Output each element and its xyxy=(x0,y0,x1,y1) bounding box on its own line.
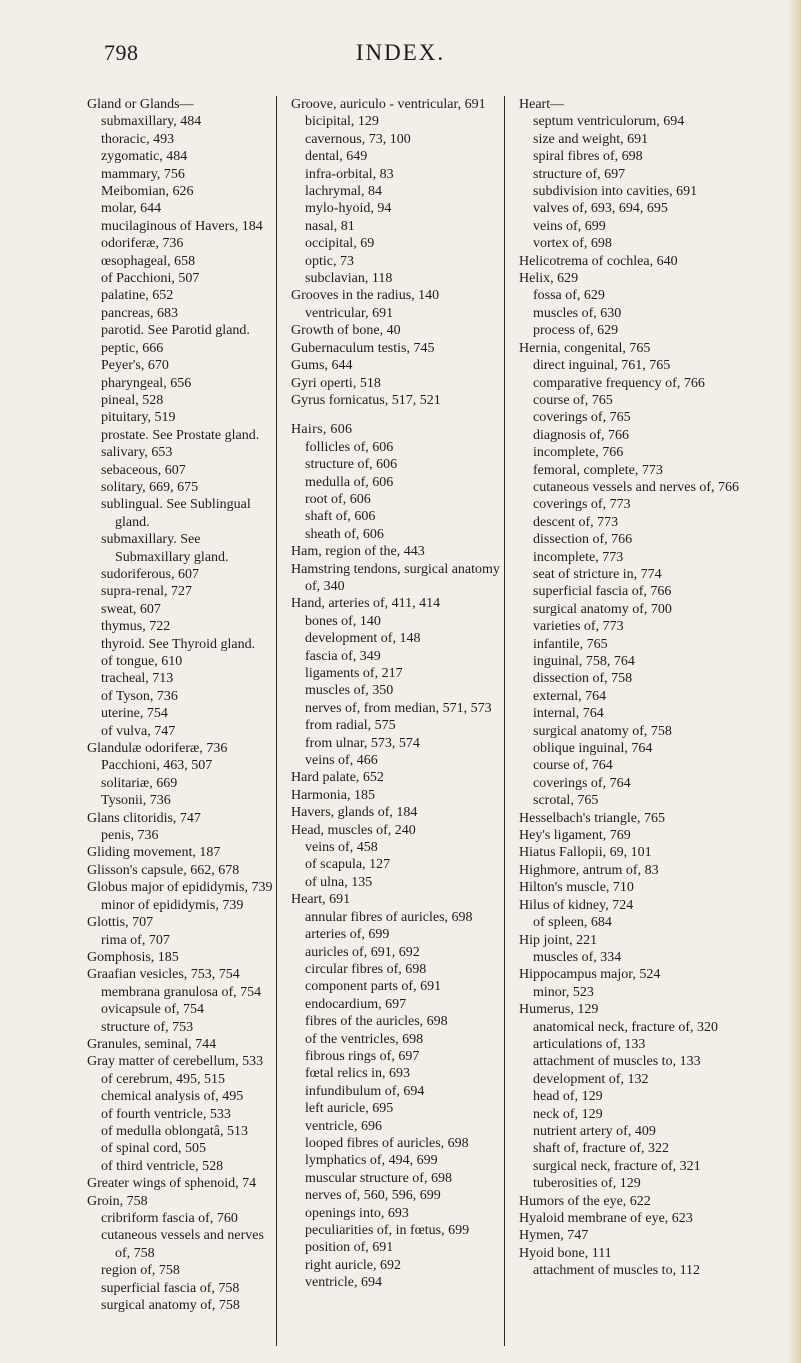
index-subentry: submaxillary, 484 xyxy=(101,114,202,130)
index-subentry: descent of, 773 xyxy=(533,514,619,530)
index-heading-entry: Gubernaculum testis, 745 xyxy=(291,340,435,356)
index-subentry: uterine, 754 xyxy=(101,706,168,722)
index-heading-entry: Hyaloid membrane of eye, 623 xyxy=(519,1211,693,1226)
index-subentry: pharyngeal, 656 xyxy=(101,375,192,391)
index-subentry: from ulnar, 573, 574 xyxy=(305,735,420,751)
index-subentry: septum ventriculorum, 694 xyxy=(533,114,685,130)
index-subentry: incomplete, 766 xyxy=(533,445,624,461)
index-heading-entry: Graafian vesicles, 753, 754 xyxy=(87,967,240,983)
index-subentry: sheath of, 606 xyxy=(305,526,384,542)
index-heading-entry: Heart— xyxy=(519,97,565,112)
index-subentry: cavernous, 73, 100 xyxy=(305,131,411,147)
index-subentry: cutaneous vessels and nerves of, 766 xyxy=(533,479,740,495)
index-subentry: coverings of, 764 xyxy=(533,775,631,791)
index-heading-entry: Hand, arteries of, 411, 414 xyxy=(291,596,441,612)
index-subentry: rima of, 707 xyxy=(101,932,170,948)
index-subentry: coverings of, 773 xyxy=(533,497,631,513)
index-subentry: spiral fibres of, 698 xyxy=(533,149,643,165)
index-subentry: peptic, 666 xyxy=(101,340,164,356)
index-heading-entry: Hymen, 747 xyxy=(519,1228,589,1244)
index-heading-entry: Hilus of kidney, 724 xyxy=(519,897,634,913)
index-subentry: structure of, 697 xyxy=(533,166,626,182)
index-subentry: shaft of, 606 xyxy=(305,509,376,525)
index-subentry: course of, 764 xyxy=(533,758,613,774)
index-heading-entry: Hernia, congenital, 765 xyxy=(519,340,651,356)
index-subentry: surgical neck, fracture of, 321 xyxy=(533,1158,701,1174)
index-heading-entry: Gums, 644 xyxy=(291,358,353,374)
index-subentry: tuberosities of, 129 xyxy=(533,1176,641,1192)
index-subentry: attachment of muscles to, 112 xyxy=(533,1263,701,1279)
index-subentry: development of, 148 xyxy=(305,631,421,647)
index-subentry: subdivision into cavities, 691 xyxy=(533,184,698,200)
index-subentry: head of, 129 xyxy=(533,1089,603,1105)
index-subentry: circular fibres of, 698 xyxy=(305,961,427,977)
index-heading-entry: Hairs, 606 xyxy=(291,422,353,438)
index-heading-entry: Hyoid bone, 111 xyxy=(519,1245,612,1261)
index-subentry: openings into, 693 xyxy=(305,1205,409,1221)
index-subentry: attachment of muscles to, 133 xyxy=(533,1054,701,1070)
index-heading-entry: Glottis, 707 xyxy=(87,915,154,931)
index-subentry: nerves of, 560, 596, 699 xyxy=(305,1188,441,1204)
index-subentry: region of, 758 xyxy=(101,1263,180,1279)
index-subentry: fibrous rings of, 697 xyxy=(305,1048,420,1064)
index-subentry: veins of, 699 xyxy=(533,218,606,234)
index-subentry: dissection of, 758 xyxy=(533,671,633,687)
index-subentry: penis, 736 xyxy=(101,828,159,844)
index-heading-entry: Growth of bone, 40 xyxy=(291,323,401,339)
index-heading-entry: Head, muscles of, 240 xyxy=(291,822,416,838)
index-heading-entry: Hippocampus major, 524 xyxy=(519,967,661,983)
index-subentry: structure of, 753 xyxy=(101,1019,194,1035)
index-subentry: subclavian, 118 xyxy=(305,271,393,287)
index-heading-entry: Globus major of epididymis, 739 xyxy=(87,880,273,896)
index-subentry: fibres of the auricles, 698 xyxy=(305,1014,448,1030)
index-heading-entry: Groove, auriculo - ventricular, 691 xyxy=(291,97,486,112)
index-subentry: superficial fascia of, 758 xyxy=(101,1280,240,1296)
index-subentry: surgical anatomy of, 758 xyxy=(101,1298,240,1314)
index-subentry: optic, 73 xyxy=(305,253,354,269)
index-heading-entry: Glandulæ odoriferæ, 736 xyxy=(87,741,228,757)
index-heading-entry: Granules, seminal, 744 xyxy=(87,1036,217,1052)
index-heading-entry: Greater wings of sphenoid, 74 xyxy=(87,1176,257,1192)
index-heading-entry: Hamstring tendons, surgical anatomy of, 340 xyxy=(291,561,500,594)
index-subentry: nerves of, from median, 571, 573 xyxy=(305,700,492,716)
index-subentry: sebaceous, 607 xyxy=(101,462,186,478)
index-subentry: nasal, 81 xyxy=(305,218,355,234)
index-subentry: bicipital, 129 xyxy=(305,114,379,130)
index-subentry: occipital, 69 xyxy=(305,236,375,252)
index-subentry: mylo-hyoid, 94 xyxy=(305,201,392,217)
index-subentry: Tysonii, 736 xyxy=(101,793,171,809)
index-subentry: sublingual. See Sublingual gland. xyxy=(101,497,251,530)
index-heading-entry: Glisson's capsule, 662, 678 xyxy=(87,862,240,878)
index-subentry: anatomical neck, fracture of, 320 xyxy=(533,1019,719,1035)
index-heading-entry: Helix, 629 xyxy=(519,271,579,287)
index-subentry: lachrymal, 84 xyxy=(305,184,382,200)
index-heading-entry: Helicotrema of cochlea, 640 xyxy=(519,253,678,269)
index-subentry: lymphatics of, 494, 699 xyxy=(305,1153,438,1169)
index-subentry: scrotal, 765 xyxy=(533,793,599,809)
index-subentry: position of, 691 xyxy=(305,1240,394,1256)
index-subentry: fœtal relics in, 693 xyxy=(305,1066,410,1082)
index-heading-entry: Groin, 758 xyxy=(87,1193,148,1209)
index-heading-entry: Gomphosis, 185 xyxy=(87,949,179,965)
index-subentry: of vulva, 747 xyxy=(101,723,176,739)
index-subentry: direct inguinal, 761, 765 xyxy=(533,358,671,374)
index-heading-entry: Humors of the eye, 622 xyxy=(519,1193,651,1209)
index-heading-entry: Hiatus Fallopii, 69, 101 xyxy=(519,845,652,861)
index-subentry: external, 764 xyxy=(533,688,607,704)
index-subentry: solitariæ, 669 xyxy=(101,775,178,791)
index-subentry: parotid. See Parotid gland. xyxy=(101,323,250,339)
index-subentry: valves of, 693, 694, 695 xyxy=(533,201,668,217)
index-subentry: minor of epididymis, 739 xyxy=(101,897,244,913)
index-subentry: pancreas, 683 xyxy=(101,305,178,321)
index-subentry: ligaments of, 217 xyxy=(305,666,403,681)
index-subentry: pineal, 528 xyxy=(101,392,164,408)
index-subentry: medulla of, 606 xyxy=(305,474,394,490)
index-subentry: bones of, 140 xyxy=(305,613,381,629)
index-subentry: fascia of, 349 xyxy=(305,648,381,664)
index-subentry: chemical analysis of, 495 xyxy=(101,1089,244,1105)
index-subentry: surgical anatomy of, 758 xyxy=(533,723,672,739)
index-subentry: Peyer's, 670 xyxy=(101,358,169,374)
index-subentry: fossa of, 629 xyxy=(533,288,605,304)
page-number: 798 xyxy=(104,40,139,65)
index-subentry: shaft of, fracture of, 322 xyxy=(533,1141,670,1157)
index-subentry: of cerebrum, 495, 515 xyxy=(101,1071,226,1087)
index-subentry: process of, 629 xyxy=(533,323,619,339)
index-subentry: cribriform fascia of, 760 xyxy=(101,1211,238,1226)
index-subentry: pituitary, 519 xyxy=(101,410,176,426)
index-column-2 xyxy=(276,96,504,1346)
index-subentry: prostate. See Prostate gland. xyxy=(101,427,260,443)
index-subentry: looped fibres of auricles, 698 xyxy=(305,1135,469,1151)
index-subentry: dissection of, 766 xyxy=(533,532,633,548)
index-column-1 xyxy=(85,96,276,1346)
index-subentry: sweat, 607 xyxy=(101,601,161,617)
index-subentry: annular fibres of auricles, 698 xyxy=(305,909,473,925)
index-heading-entry: Gray matter of cerebellum, 533 xyxy=(87,1054,264,1070)
page-header xyxy=(0,40,801,80)
index-heading-entry: Humerus, 129 xyxy=(519,1002,599,1018)
index-subentry: of medulla oblongatâ, 513 xyxy=(101,1123,248,1139)
index-subentry: coverings of, 765 xyxy=(533,410,631,426)
index-subentry: peculiarities of, in fœtus, 699 xyxy=(305,1223,470,1238)
index-heading-entry: Gland or Glands— xyxy=(87,97,194,112)
index-subentry: articulations of, 133 xyxy=(533,1036,646,1052)
index-subentry: odoriferæ, 736 xyxy=(101,236,184,252)
index-subentry: femoral, complete, 773 xyxy=(533,462,663,478)
index-subentry: salivary, 653 xyxy=(101,445,173,461)
index-subentry: sudoriferous, 607 xyxy=(101,566,199,582)
index-subentry: varieties of, 773 xyxy=(533,619,624,635)
index-subentry: of scapula, 127 xyxy=(305,857,391,873)
index-subentry: right auricle, 692 xyxy=(305,1257,402,1273)
index-subentry: internal, 764 xyxy=(533,706,604,722)
index-heading-entry: Harmonia, 185 xyxy=(291,787,375,803)
index-subentry: ventricle, 696 xyxy=(305,1118,382,1134)
running-head: INDEX. xyxy=(355,40,446,65)
index-subentry: mucilaginous of Havers, 184 xyxy=(101,218,263,234)
index-subentry: muscular structure of, 698 xyxy=(305,1170,452,1186)
index-subentry: ventricular, 691 xyxy=(305,305,394,321)
index-subentry: oblique inguinal, 764 xyxy=(533,741,653,757)
index-heading-entry: Hard palate, 652 xyxy=(291,770,384,786)
index-subentry: of fourth ventricle, 533 xyxy=(101,1106,231,1122)
index-subentry: neck of, 129 xyxy=(533,1106,603,1122)
index-subentry: endocardium, 697 xyxy=(305,996,407,1012)
index-subentry: of the ventricles, 698 xyxy=(305,1031,424,1047)
index-subentry: of tongue, 610 xyxy=(101,654,183,669)
index-heading-entry: Grooves in the radius, 140 xyxy=(291,288,440,304)
index-subentry: ventricle, 694 xyxy=(305,1275,382,1291)
index-subentry: structure of, 606 xyxy=(305,457,398,473)
index-heading-entry: Hey's ligament, 769 xyxy=(519,828,631,844)
index-subentry: Meibomian, 626 xyxy=(101,184,194,200)
index-subentry: seat of stricture in, 774 xyxy=(533,566,662,582)
index-subentry: arteries of, 699 xyxy=(305,927,390,943)
index-subentry: Pacchioni, 463, 507 xyxy=(101,758,213,774)
index-columns xyxy=(85,96,787,1346)
index-subentry: vortex of, 698 xyxy=(533,236,612,252)
index-heading-entry: Gliding movement, 187 xyxy=(87,845,221,861)
index-subentry: cutaneous vessels and nerves of, 758 xyxy=(101,1228,264,1261)
index-subentry: palatine, 652 xyxy=(101,288,174,304)
index-subentry: solitary, 669, 675 xyxy=(101,479,199,495)
index-subentry: root of, 606 xyxy=(305,491,371,507)
index-subentry: muscles of, 630 xyxy=(533,305,622,321)
index-subentry: incomplete, 773 xyxy=(533,549,624,565)
index-subentry: of spleen, 684 xyxy=(533,915,612,931)
index-heading-entry: Hip joint, 221 xyxy=(519,932,598,948)
index-heading-entry: Havers, glands of, 184 xyxy=(291,805,418,821)
index-subentry: mammary, 756 xyxy=(101,166,185,182)
index-heading-entry: Hesselbach's triangle, 765 xyxy=(519,810,665,826)
index-subentry: ovicapsule of, 754 xyxy=(101,1002,205,1018)
index-subentry: infantile, 765 xyxy=(533,636,608,652)
page-edge-shading xyxy=(787,0,801,1363)
index-heading-entry: Hilton's muscle, 710 xyxy=(519,880,634,896)
index-subentry: supra-renal, 727 xyxy=(101,584,192,600)
index-subentry: thymus, 722 xyxy=(101,619,171,635)
index-subentry: molar, 644 xyxy=(101,201,162,217)
index-subentry: infundibulum of, 694 xyxy=(305,1083,425,1099)
index-subentry: œsophageal, 658 xyxy=(101,253,196,269)
index-subentry: muscles of, 334 xyxy=(533,949,622,965)
index-subentry: thoracic, 493 xyxy=(101,131,175,147)
index-heading-entry: Ham, region of the, 443 xyxy=(291,544,425,560)
index-subentry: surgical anatomy of, 700 xyxy=(533,601,672,617)
index-subentry: minor, 523 xyxy=(533,984,594,1000)
index-heading-entry: Gyrus fornicatus, 517, 521 xyxy=(291,392,441,408)
index-subentry: auricles of, 691, 692 xyxy=(305,944,420,960)
index-subentry: left auricle, 695 xyxy=(305,1101,394,1117)
index-subentry: dental, 649 xyxy=(305,149,368,165)
index-subentry: size and weight, 691 xyxy=(533,131,649,147)
index-subentry: development of, 132 xyxy=(533,1071,649,1087)
index-subentry: component parts of, 691 xyxy=(305,979,442,995)
index-subentry: diagnosis of, 766 xyxy=(533,427,630,443)
index-subentry: membrana granulosa of, 754 xyxy=(101,984,262,1000)
index-subentry: muscles of, 350 xyxy=(305,683,394,699)
index-subentry: nutrient artery of, 409 xyxy=(533,1123,656,1139)
index-subentry: follicles of, 606 xyxy=(305,439,394,455)
index-heading-entry: Gyri operti, 518 xyxy=(291,375,381,391)
index-subentry: superficial fascia of, 766 xyxy=(533,584,672,600)
index-subentry: of ulna, 135 xyxy=(305,874,373,890)
index-subentry: from radial, 575 xyxy=(305,718,396,734)
index-subentry: course of, 765 xyxy=(533,392,613,408)
index-heading-entry: Heart, 691 xyxy=(291,892,351,908)
index-subentry: inguinal, 758, 764 xyxy=(533,654,635,669)
index-subentry: of third ventricle, 528 xyxy=(101,1158,224,1174)
index-subentry: veins of, 466 xyxy=(305,753,378,769)
index-subentry: of Tyson, 736 xyxy=(101,688,178,704)
index-heading-entry: Glans clitoridis, 747 xyxy=(87,810,201,826)
index-subentry: infra-orbital, 83 xyxy=(305,166,394,182)
index-heading-entry: Highmore, antrum of, 83 xyxy=(519,862,659,878)
index-subentry: comparative frequency of, 766 xyxy=(533,375,705,391)
index-subentry: of spinal cord, 505 xyxy=(101,1141,206,1157)
index-subentry: of Pacchioni, 507 xyxy=(101,271,200,287)
index-subentry: zygomatic, 484 xyxy=(101,149,188,165)
index-subentry: veins of, 458 xyxy=(305,840,378,856)
index-column-3 xyxy=(504,96,787,1346)
index-subentry: submaxillary. See Submaxillary gland. xyxy=(101,532,229,565)
index-subentry: thyroid. See Thyroid gland. xyxy=(101,636,256,652)
index-subentry: tracheal, 713 xyxy=(101,671,174,687)
